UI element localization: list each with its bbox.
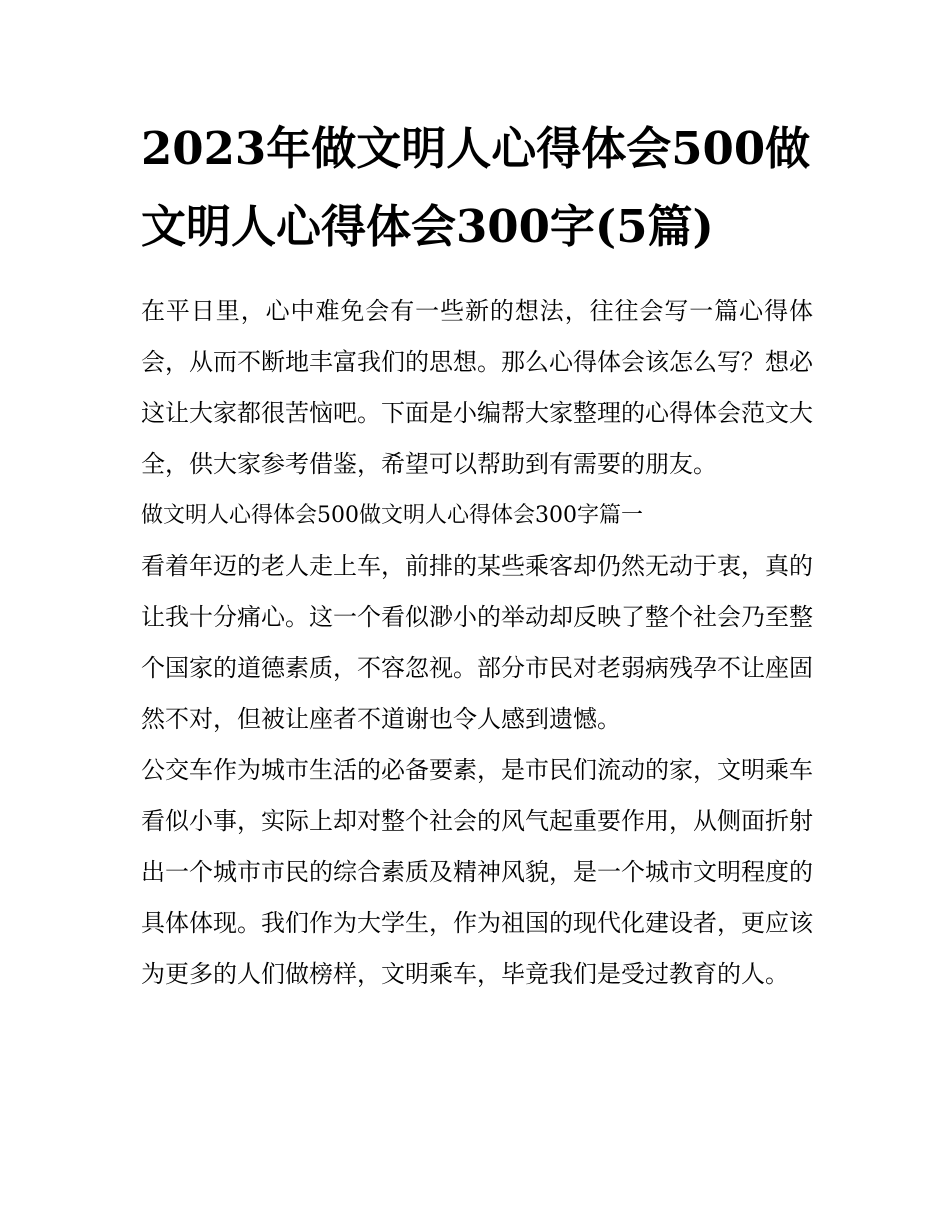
body-paragraph-1: 看着年迈的老人走上车，前排的某些乘客却仍然无动于衷，真的让我十分痛心。这一个看似渺小的举动却反映了整个社会乃至整个国家的道德素质，不容忽视。部分市民对老弱病残孕不让座固然不对，但被让座者不道谢也令人感到遗憾。 [141,552,813,733]
document-page [141,110,813,1000]
section-heading: 做文明人心得体会500做文明人心得体会300字篇一 [141,503,643,528]
document-body [141,286,813,1000]
body-paragraph-2: 公交车作为城市生活的必备要素，是市民们流动的家，文明乘车看似小事，实际上却对整个社会的风气起重要作用，从侧面折射出一个城市市民的综合素质及精神风貌，是一个城市文明程度的具体体现。我们作为大学生，作为祖国的现代化建设者，更应该为更多的人们做榜样，文明乘车，毕竟我们是受过教育的人。 [141,756,813,988]
document-title: 2023年做文明人心得体会500做文明人心得体会300字(5篇) [141,122,811,253]
intro-paragraph: 在平日里，心中难免会有一些新的想法，往往会写一篇心得体会，从而不断地丰富我们的思想。那么心得体会该怎么写？想必这让大家都很苦恼吧。下面是小编帮大家整理的心得体会范文大全，供大家参考借鉴，希望可以帮助到有需要的朋友。 [141,297,813,478]
